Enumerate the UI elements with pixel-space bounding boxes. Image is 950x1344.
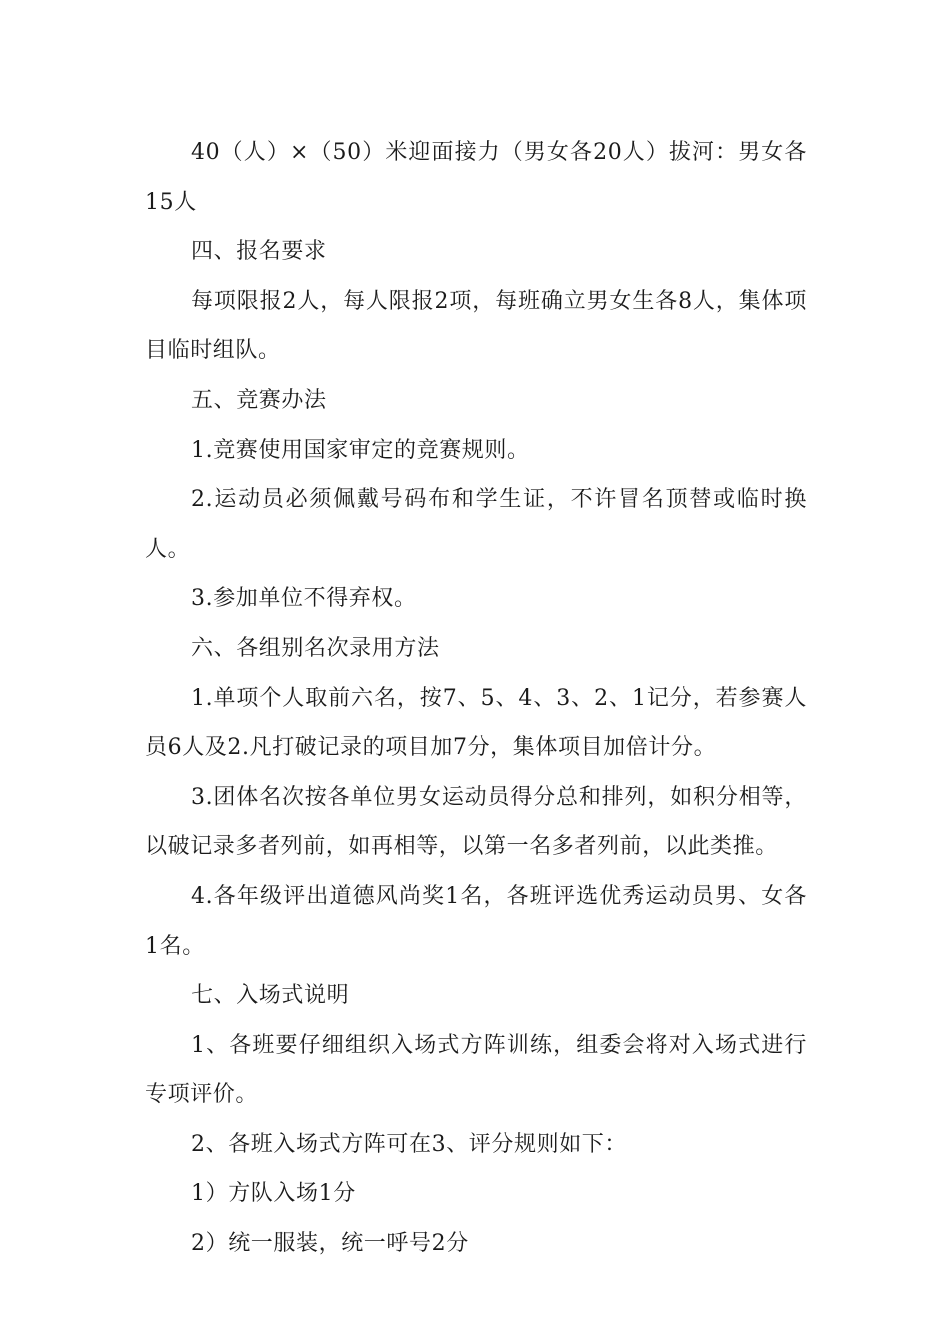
paragraph-competition-rule-2: 2.运动员必须佩戴号码布和学生证，不许冒名顶替或临时换人。 — [145, 487, 807, 562]
heading-competition-methods: 五、竞赛办法 — [191, 387, 327, 413]
paragraph-competition-rule-3: 3.参加单位不得弃权。 — [191, 586, 417, 612]
paragraph-scoring-item-2: 2）统一服装，统一呼号2分 — [191, 1231, 469, 1257]
paragraph-competition-rule-1: 1.竞赛使用国家审定的竞赛规则。 — [191, 437, 530, 463]
heading-ranking-methods: 六、各组别名次录用方法 — [191, 635, 440, 661]
paragraph-ranking-rule-1: 1.单项个人取前六名，按7、5、4、3、2、1记分，若参赛人员6人及2.凡打破记录的项目加7分，集体项目加倍计分。 — [145, 685, 807, 761]
paragraph-scoring-item-1: 1）方队入场1分 — [191, 1181, 356, 1207]
paragraph-registration-limits: 每项限报2人，每人限报2项，每班确立男女生各8人，集体项目临时组队。 — [145, 288, 807, 364]
heading-registration-requirements: 四、报名要求 — [191, 239, 327, 265]
paragraph-ceremony-rule-2: 2、各班入场式方阵可在3、评分规则如下： — [191, 1131, 627, 1157]
heading-opening-ceremony: 七、入场式说明 — [191, 983, 350, 1009]
paragraph-ceremony-rule-1: 1、各班要仔细组织入场式方阵训练，组委会将对入场式进行专项评价。 — [145, 1032, 807, 1108]
document-body — [145, 128, 807, 1269]
paragraph-ranking-rule-3: 3.团体名次按各单位男女运动员得分总和排列，如积分相等，以破记录多者列前，如再相等，以第一名多者列前，以此类推。 — [145, 784, 807, 860]
paragraph-relay-tug-of-war: 40（人）×（50）米迎面接力（男女各20人）拔河：男女各15人 — [145, 140, 807, 215]
paragraph-ranking-rule-4: 4.各年级评出道德风尚奖1名，各班评选优秀运动员男、女各1名。 — [145, 883, 807, 959]
